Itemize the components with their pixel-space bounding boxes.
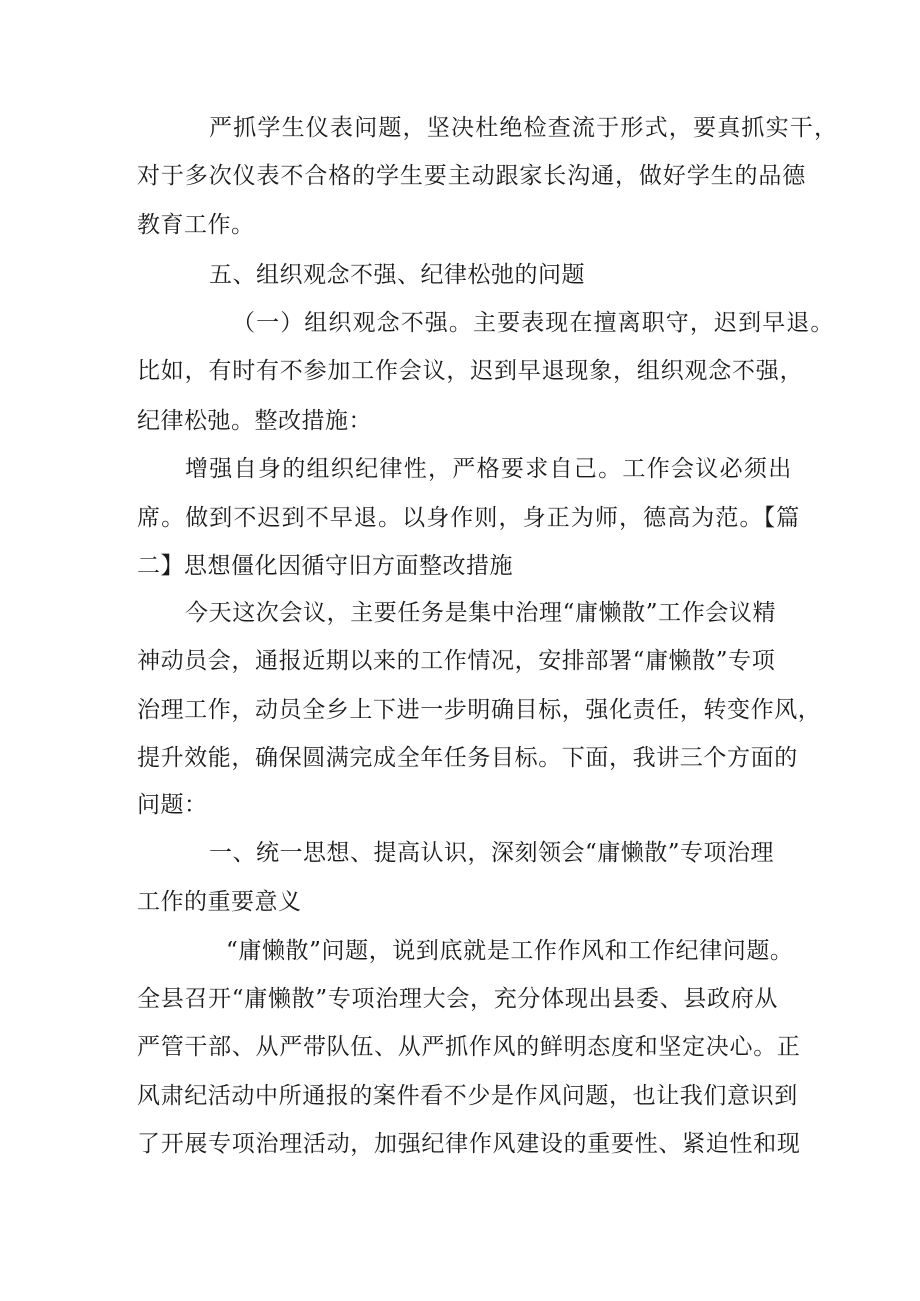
text-line: 增强自身的组织纪律性，严格要求自己。工作会议必须出	[185, 456, 793, 482]
text-line: 工作的重要意义	[137, 889, 302, 915]
text-line: 今天这次会议，主要任务是集中治理“庸懒散”工作会议精	[185, 600, 777, 626]
section-heading: 一、统一思想、提高认识，深刻领会“庸懒散”专项治理	[209, 840, 775, 866]
text-line: 严管干部、从严带队伍、从严抓作风的鲜明态度和坚定决心。正	[137, 1034, 801, 1060]
text-line: 问题：	[137, 792, 208, 818]
text-line: 教育工作。	[137, 212, 255, 238]
text-line: 治理工作，动员全乡上下进一步明确目标，强化责任，转变作风，	[137, 697, 822, 723]
text-line: 严抓学生仪表问题，坚决杜绝检查流于形式，要真抓实干，	[209, 115, 839, 141]
text-line: 比如，有时有不参加工作会议，迟到早退现象，组织观念不强，	[137, 358, 804, 384]
section-heading: 五、组织观念不强、纪律松弛的问题	[209, 262, 585, 288]
text-line: 席。做到不迟到不早退。以身作则，身正为师，德高为范。【篇	[137, 505, 801, 531]
text-line: 了开展专项治理活动，加强纪律作风建设的重要性、紧迫性和现	[137, 1131, 801, 1157]
text-line: （一）组织观念不强。主要表现在擅离职守，迟到早退。	[232, 310, 835, 336]
text-line: 二】思想僵化因循守旧方面整改措施	[137, 553, 513, 579]
text-line: 对于多次仪表不合格的学生要主动跟家长沟通，做好学生的品德	[137, 163, 807, 189]
text-line: 提升效能，确保圆满完成全年任务目标。下面，我讲三个方面的	[137, 745, 798, 771]
text-line: 神动员会，通报近期以来的工作情况，安排部署“庸懒散”专项	[137, 648, 776, 674]
text-line: 风肃纪活动中所通报的案件看不少是作风问题，也让我们意识到	[137, 1083, 798, 1109]
text-line: “庸懒散”问题，说到底就是工作作风和工作纪律问题。	[226, 938, 794, 964]
text-line: 全县召开“庸懒散”专项治理大会，充分体现出县委、县政府从	[137, 986, 779, 1012]
text-line: 纪律松弛。整改措施：	[137, 408, 372, 434]
